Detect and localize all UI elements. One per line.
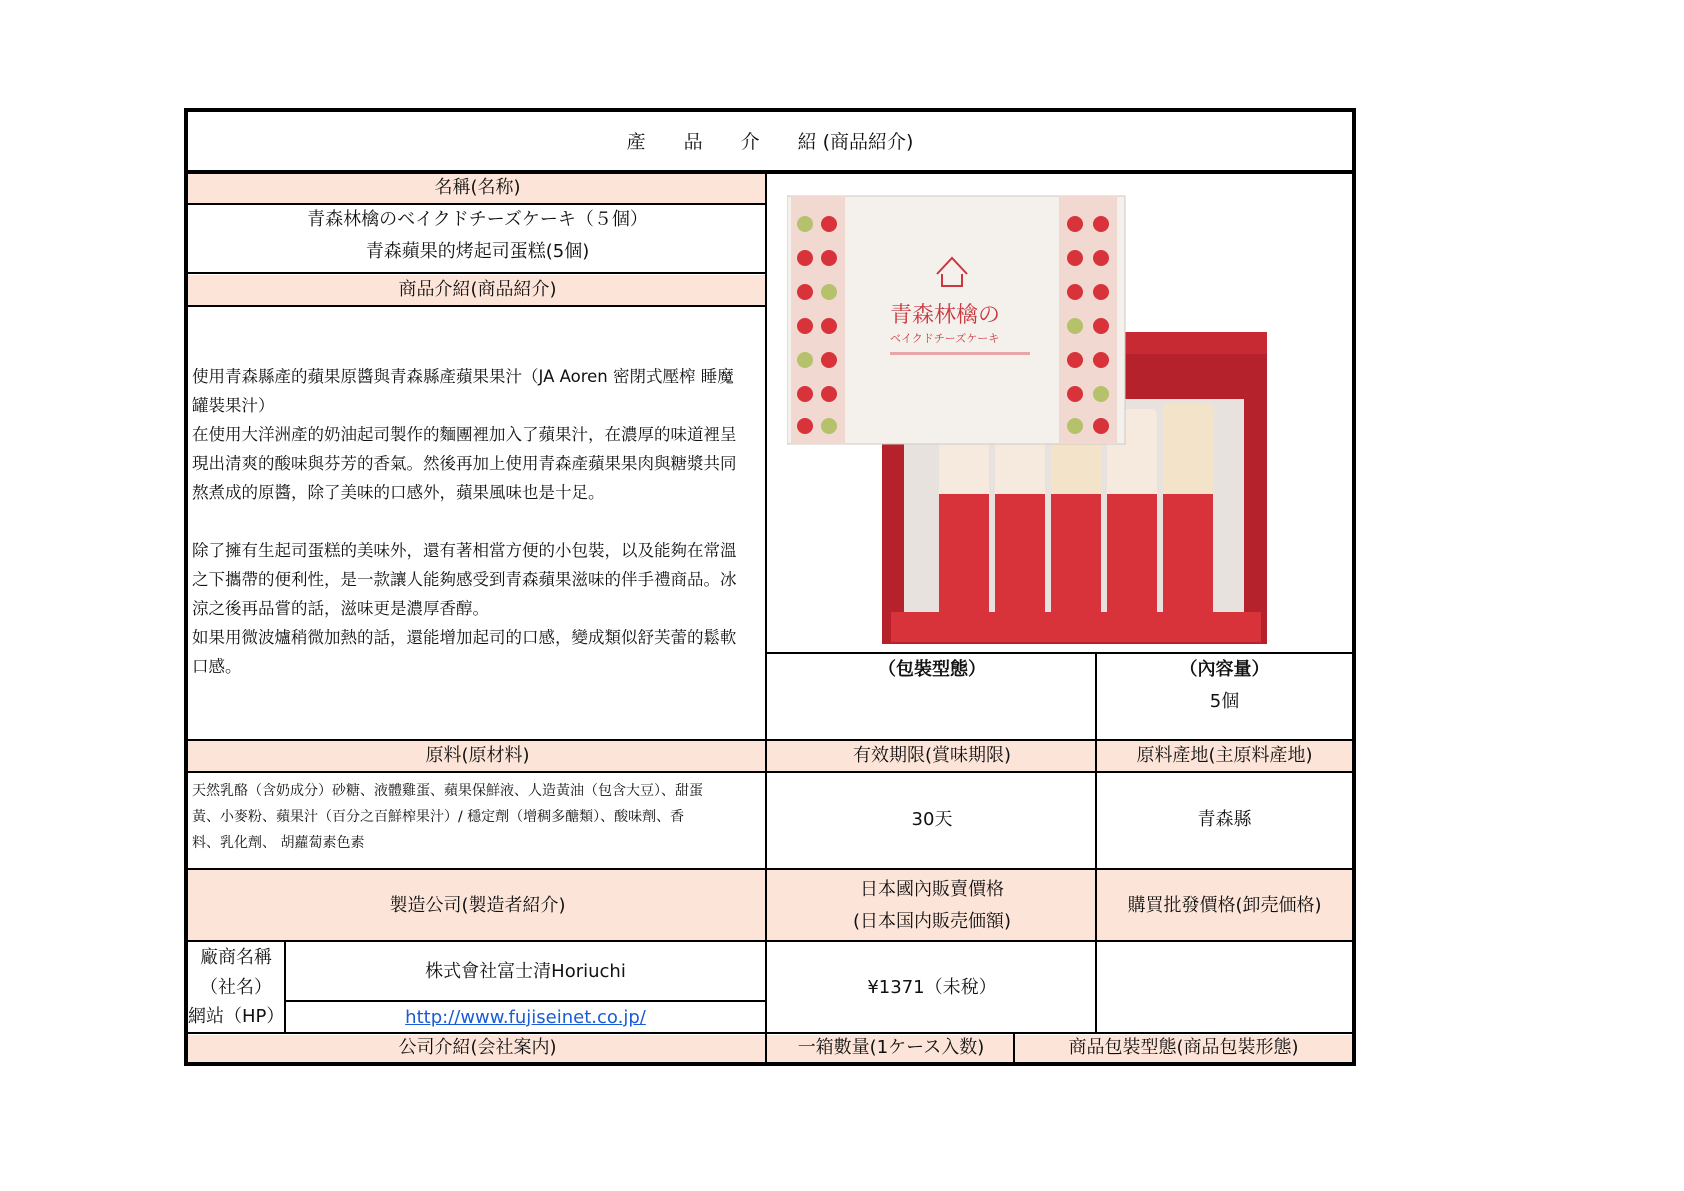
name-header: 名稱(名称) <box>434 177 521 198</box>
intro-line: 涼之後再品嘗的話，滋味更是濃厚香醇。 <box>192 599 489 618</box>
company-name-label <box>188 942 284 1004</box>
line-right-divider <box>1095 652 1097 1034</box>
lid-title-1: 青森林檎の <box>890 303 1001 328</box>
wholesale-value <box>1097 942 1352 1034</box>
origin-value: 青森縣 <box>1197 809 1252 830</box>
domestic-price-header-ja: 日本國內販賣價格 <box>860 879 1004 900</box>
line-photo-bottom <box>767 652 1354 654</box>
intro-line: 如果用微波爐稍微加熱的話，還能增加起司的口感，變成類似舒芙蕾的鬆軟 <box>192 628 737 647</box>
line-footer-top <box>186 1032 1354 1034</box>
expiry-value: 30天 <box>911 809 953 830</box>
ingredients-header: 原料(原材料) <box>425 745 530 766</box>
line-name-header <box>186 203 767 205</box>
line-company-name <box>284 1000 767 1002</box>
maker-header: 製造公司(製造者紹介) <box>389 895 566 916</box>
expiry-header: 有效期限(賞味期限) <box>852 745 1012 766</box>
domestic-price-header <box>767 870 1097 942</box>
website-link[interactable]: http://www.fujiseinet.co.jp/ <box>405 1007 646 1028</box>
lid-title-2: ベイクドチーズケーキ <box>890 332 1000 345</box>
intro-line: 熬煮成的原醬，除了美味的口感外，蘋果風味也是十足。 <box>192 483 605 502</box>
wholesale-header: 購買批發價格(卸売価格) <box>1127 895 1322 916</box>
line-footer-divider <box>1013 1032 1015 1064</box>
tray-front <box>891 612 1261 642</box>
line-ingredients-top <box>186 739 1354 741</box>
website-label: 網站（HP） <box>188 1006 285 1027</box>
lid-pattern-left <box>791 196 845 444</box>
box-qty-header: 一箱數量(1ケース入数) <box>797 1037 985 1058</box>
intro-line: 口感。 <box>192 657 242 676</box>
ingredients-text <box>188 778 767 856</box>
company-name: 株式會社富士清Horiuchi <box>425 961 626 982</box>
website-link-cell <box>284 1002 767 1034</box>
intro-line: 現出清爽的酸味與芬芳的香氣。然後再加上使用青森產蘋果果肉與糖漿共同 <box>192 454 737 473</box>
intro-line: 使用青森縣產的蘋果原醬與青森縣產蘋果果汁（JA Aoren 密閉式壓榨 睡魔 <box>192 367 734 386</box>
product-photo <box>787 194 1267 646</box>
frame-top <box>184 108 1356 112</box>
origin-header: 原料產地(主原料產地) <box>1136 745 1313 766</box>
product-name-ja: 青森林檎のベイクドチーズケーキ（５個） <box>307 209 648 230</box>
intro-line: 之下攜帶的便利性，是一款讓人能夠感受到青森蘋果滋味的伴手禮商品。冰 <box>192 570 737 589</box>
company-name-label-1: 廠商名稱 <box>200 947 272 968</box>
content-header: （內容量） <box>1179 659 1270 680</box>
intro-line: 罐裝果汁） <box>192 396 275 415</box>
frame-bottom <box>184 1062 1356 1066</box>
line-maker-top <box>186 868 1354 870</box>
company-intro-header: 公司介紹(会社案内) <box>398 1037 557 1058</box>
lid-pattern-right <box>1059 196 1117 444</box>
product-intro <box>188 362 767 681</box>
product-name-zh: 青森蘋果的烤起司蛋糕(5個) <box>365 241 590 262</box>
product-photo-svg <box>787 194 1267 646</box>
packaging-value <box>767 686 1097 738</box>
packaging-header: （包裝型態） <box>878 659 986 680</box>
content-value: 5個 <box>1209 691 1240 712</box>
intro-line <box>192 507 761 536</box>
intro-header: 商品介紹(商品紹介) <box>398 279 557 300</box>
company-name-label-2: （社名） <box>200 977 272 998</box>
price-value: ¥1371（未稅） <box>867 977 997 998</box>
line-label-divider <box>284 940 286 1034</box>
line-main-divider <box>765 172 767 1064</box>
frame-left <box>184 108 188 1066</box>
ingredient-line: 天然乳酪（含奶成分）砂糖、液體雞蛋、蘋果保鮮液、人造黃油（包含大豆）、甜蛋 <box>192 783 703 799</box>
line-name-bottom <box>186 272 767 274</box>
line-intro-header <box>186 305 767 307</box>
line-maker-header <box>186 940 1354 942</box>
ingredient-line: 黃、小麥粉、蘋果汁（百分之百鮮榨果汁）/ 穩定劑（增稠多醣類）、酸味劑、香 <box>192 809 685 825</box>
pack-form-header: 商品包裝型態(商品包裝形態) <box>1068 1037 1299 1058</box>
page-title: 產 品 介 紹 (商品紹介) <box>626 131 914 153</box>
line-title-bottom <box>186 170 1354 174</box>
ingredient-line: 料、乳化劑、 胡蘿蔔素色素 <box>192 835 365 851</box>
intro-line: 在使用大洋洲產的奶油起司製作的麵團裡加入了蘋果汁，在濃厚的味道裡呈 <box>192 425 737 444</box>
intro-line: 除了擁有生起司蛋糕的美味外，還有著相當方便的小包裝，以及能夠在常溫 <box>192 541 737 560</box>
lid-subtext-line <box>890 352 1030 355</box>
line-ingredients-header <box>186 771 1354 773</box>
frame-right <box>1352 108 1356 1066</box>
domestic-price-header-jp: (日本国内販売価額) <box>852 911 1012 932</box>
